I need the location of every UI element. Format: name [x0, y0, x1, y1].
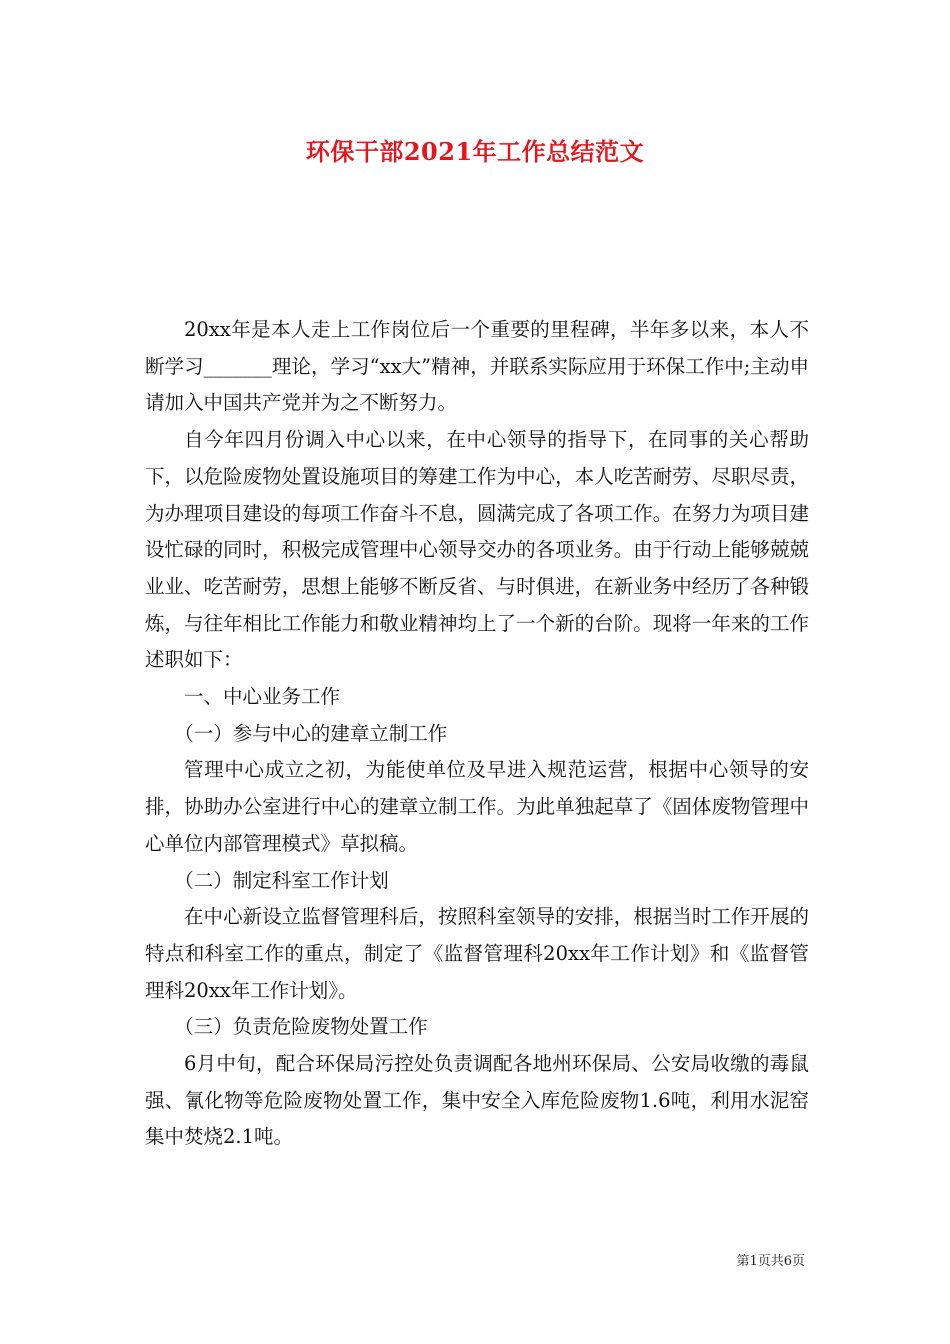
document-body	[145, 312, 809, 1156]
paragraph-intro: 20xx年是本人走上工作岗位后一个重要的里程碑，半年多以来，本人不断学习_______理论，学习“xx大”精神，并联系实际应用于环保工作中;主动申请加入中国共产党并为之不断努力。	[145, 318, 809, 415]
section-heading: 一、中心业务工作	[184, 685, 341, 709]
paragraph-plan: 在中心新设立监督管理科后，按照科室领导的安排，根据当时工作开展的特点和科室工作的重点，制定了《监督管理科20xx年工作计划》和《监督管理科20xx年工作计划》。	[145, 905, 809, 1002]
subsection-heading-2: （二）制定科室工作计划	[174, 868, 389, 892]
paragraph-rules: 管理中心成立之初，为能使单位及早进入规范运营，根据中心领导的安排，协助办公室进行中心的建章立制工作。为此单独起草了《固体废物管理中心单位内部管理模式》草拟稿。	[145, 758, 809, 855]
subsection-heading-3: （三）负责危险废物处置工作	[174, 1015, 428, 1039]
page-number: 第1页共6页	[736, 1254, 805, 1269]
paragraph-disposal: 6月中旬，配合环保局污控处负责调配各地州环保局、公安局收缴的毒鼠强、氰化物等危险废物处置工作，集中安全入库危险废物1.6吨，利用水泥窑集中焚烧2.1吨。	[145, 1052, 809, 1149]
paragraph-overview: 自今年四月份调入中心以来，在中心领导的指导下，在同事的关心帮助下，以危险废物处置设施项目的筹建工作为中心，本人吃苦耐劳、尽职尽责，为办理项目建设的每项工作奋斗不息，圆满完成了各项工作。在努力为项目建设忙碌的同时，积极完成管理中心领导交办的各项业务。由于行动上能够兢兢业业、吃苦耐劳，思想上能够不断反省、与时俱进，在新业务中经历了各种锻炼，与往年相比工作能力和敬业精神均上了一个新的台阶。现将一年来的工作述职如下：	[145, 428, 809, 672]
document-title: 环保干部2021年工作总结范文	[305, 137, 645, 166]
subsection-heading-1: （一）参与中心的建章立制工作	[174, 721, 448, 745]
